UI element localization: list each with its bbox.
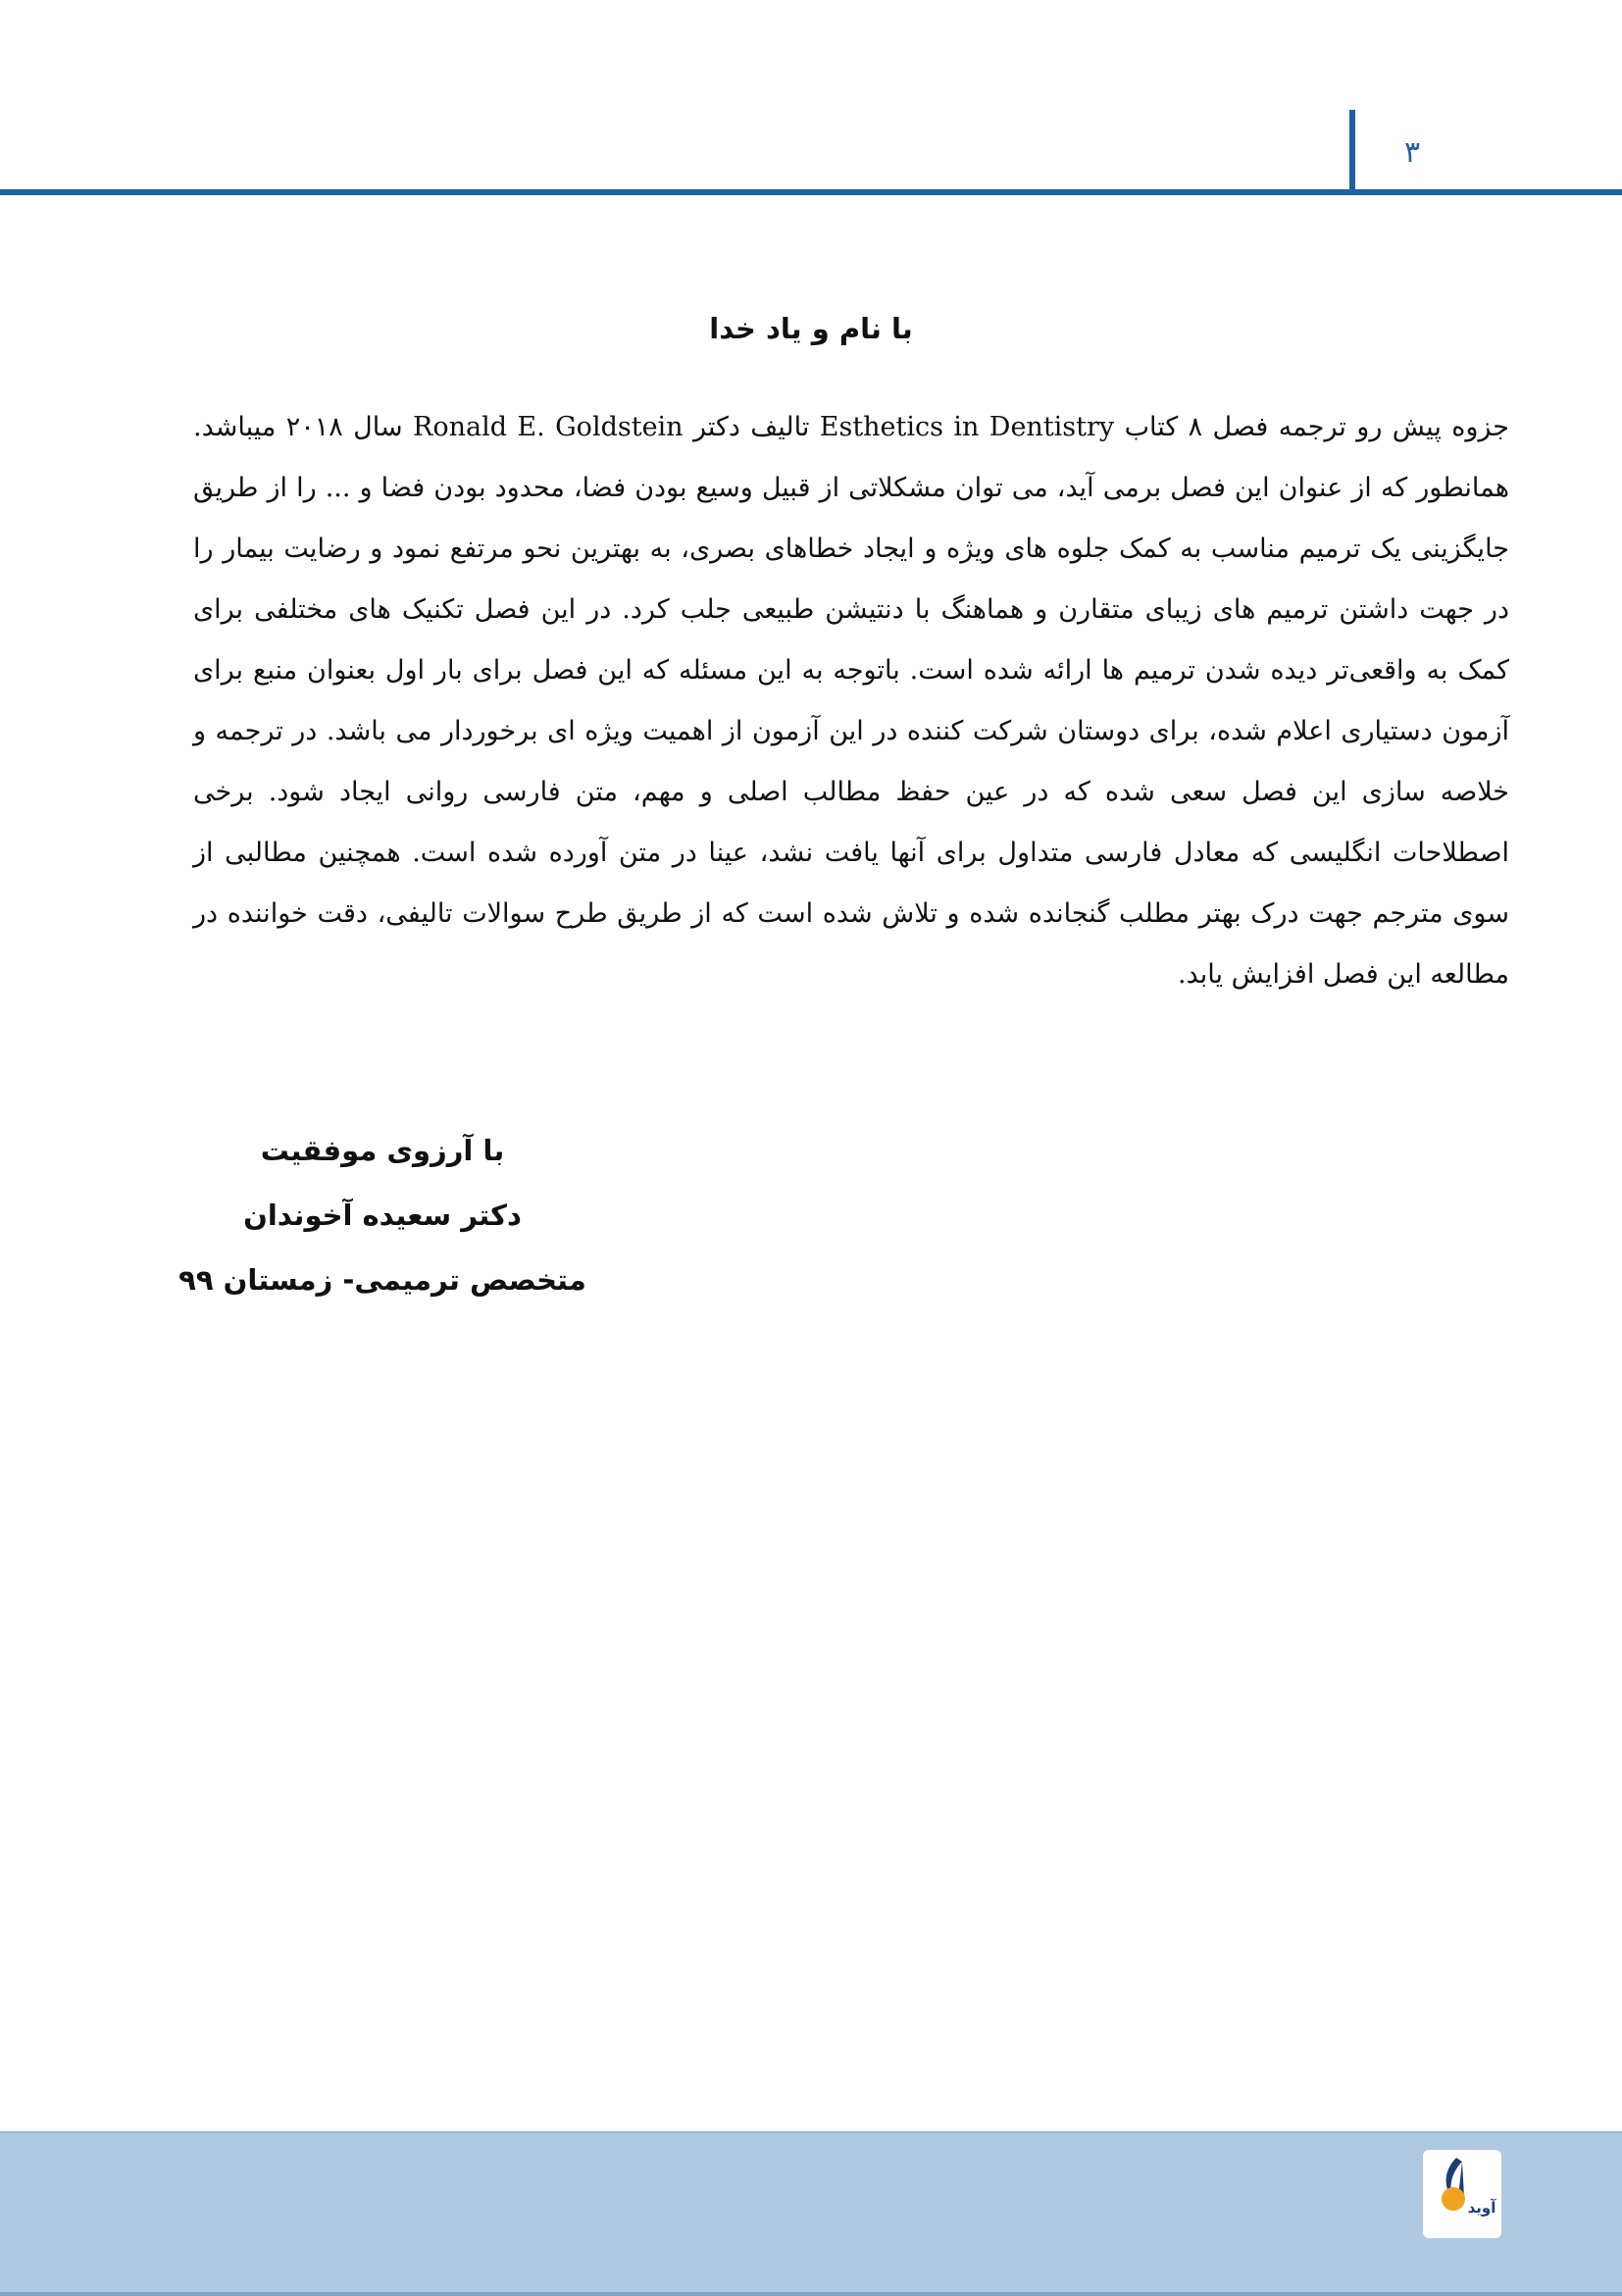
- signature-author-title: متخصص ترمیمی- زمستان ۹۹: [178, 1263, 586, 1297]
- signature-greeting: با آرزوی موفقیت: [260, 1134, 505, 1167]
- signature-block: [177, 1118, 588, 1312]
- avid-logo-icon: [1423, 2150, 1501, 2238]
- intro-paragraph: جزوه پیش رو ترجمه فصل ۸ کتاب Esthetics in Dentistry تالیف دکتر Ronald E. Goldstein سال ۲۰۱۸ میباشد. همانطور که از عنوان این فصل برمی آید، می توان مشکلاتی از قبیل وسیع بودن فضا، محدود بودن فضا و ... را از طریق جایگزینی یک ترمیم مناسب به کمک جلوه های ویژه و ایجاد خطاهای بصری، به بهترین نحو مرتفع نمود و رضایت بیمار را در جهت داشتن ترمیم های زیبای متقارن و هماهنگ با دنتیشن طبیعی جلب کرد. در این فصل تکنیک های مختلفی برای کمک به واقعی‌تر دیده شدن ترمیم ها ارائه شده است. باتوجه به این مسئله که این فصل برای بار اول بعنوان منبع برای آزمون دستیاری اعلام شده، برای دوستان شرکت کننده در این آزمون از اهمیت ویژه ای برخوردار می باشد. در ترجمه و خلاصه سازی این فصل سعی شده که در عین حفظ مطالب اصلی و مهم، متن فارسی روانی ایجاد شود. برخی اصطلاحات انگلیسی که معادل فارسی متداول برای آنها یافت نشد، عینا در متن آورده شده است. همچنین مطالبی از سوی مترجم جهت درک بهتر مطلب گنجانده شده و تلاش شده است که از طریق طرح سوالات تالیفی، دقت خواننده در مطالعه این فصل افزایش یابد.: [193, 412, 1510, 990]
- footer-band: [0, 2131, 1622, 2296]
- header-rule: [0, 189, 1622, 195]
- logo-wordmark: آوید: [1467, 2199, 1496, 2217]
- footer-bottom-line: [0, 2292, 1622, 2296]
- header-divider-bar: [1349, 110, 1355, 192]
- avid-logo-graphic: [1423, 2150, 1501, 2238]
- signature-author-name: دکتر سعیده آخوندان: [243, 1199, 522, 1232]
- document-title: با نام و یاد خدا: [709, 312, 913, 345]
- page-number: ۳: [1403, 135, 1421, 170]
